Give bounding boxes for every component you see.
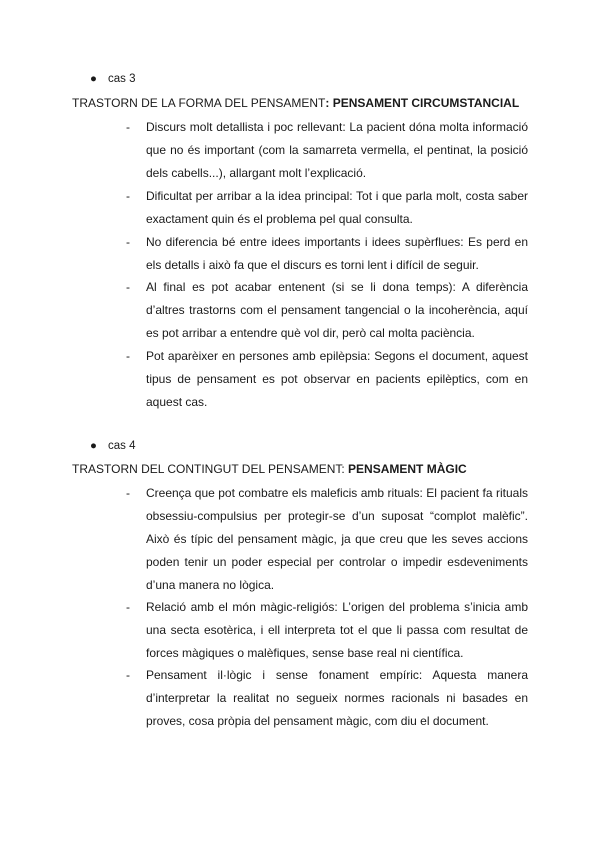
case-3-item [126,276,528,345]
case-4-heading-prefix: TRASTORN DEL CONTINGUT DEL PENSAMENT: [72,462,349,476]
case-4-item [126,482,528,597]
dash-bullet-icon: - [126,486,130,500]
bullet-icon: ● [90,440,97,452]
case-3-item-text: Discurs molt detallista i poc rellevant: La pacient dóna molta informació que no és important (com la samarreta vermella, el pentinat, la posició dels cabells...), allargant molt l’explicació. [146,120,528,180]
case-3-item [126,345,528,414]
case-3-item [126,116,528,185]
case-3-heading-prefix: TRASTORN DE LA FORMA DEL PENSAMENT [72,96,326,110]
dash-bullet-icon: - [126,189,130,203]
case-4-heading-bold: PENSAMENT MÀGIC [348,462,467,476]
case-3-item-text: Al final es pot acabar entenent (si se li dona temps): A diferència d’altres trastorns com el pensament tangencial o la incoherència, aquí es pot arribar a entendre què vol dir, però cal molta paciència. [146,280,528,340]
case-4-item [126,596,528,665]
bullet-icon: ● [90,73,97,85]
case-3-item [126,231,528,277]
case-3-bullet [90,72,136,86]
dash-bullet-icon: - [126,120,130,134]
case-4-item-text: Pensament il·lògic i sense fonament empíric: Aquesta manera d’interpretar la realitat no segueix normes racionals ni basades en proves, cosa pròpia del pensament màgic, com diu el document. [146,668,528,728]
dash-bullet-icon: - [126,349,130,363]
case-3-item [126,185,528,231]
case-3-item-text: No diferencia bé entre idees importants i idees supèrflues: Es perd en els detalls i això fa que el discurs es torni lent i difícil de seguir. [146,235,528,272]
case-3-label: cas 3 [108,73,136,85]
case-3-heading [72,96,519,110]
case-4-label: cas 4 [108,440,136,452]
dash-bullet-icon: - [126,600,130,614]
case-4-bullet [90,439,136,453]
case-4-item-text: Creença que pot combatre els maleficis amb rituals: El pacient fa rituals obsessiu-compulsius per protegir-se d’un suposat “complot malèfic”. Això és típic del pensament màgic, ja que creu que les seves accions poden tenir un poder especial per controlar o impedir esdeveniments d’una manera no lògica. [146,486,528,592]
case-3-item-text: Pot aparèixer en persones amb epilèpsia: Segons el document, aquest tipus de pensament es pot observar en pacients epilèptics, com en aquest cas. [146,349,528,409]
dash-bullet-icon: - [126,235,130,249]
case-4-heading [72,462,467,476]
case-4-item [126,664,528,733]
case-3-item-text: Dificultat per arribar a la idea principal: Tot i que parla molt, costa saber exactament quin és el problema pel qual consulta. [146,189,528,226]
case-3-heading-bold: : PENSAMENT CIRCUMSTANCIAL [325,96,520,110]
case-4-item-text: Relació amb el món màgic-religiós: L’origen del problema s’inicia amb una secta esotèrica, i ell interpreta tot el que li passa com resultat de forces màgiques o malèfiques, sense base real ni científica. [146,600,528,660]
dash-bullet-icon: - [126,668,130,682]
dash-bullet-icon: - [126,280,130,294]
